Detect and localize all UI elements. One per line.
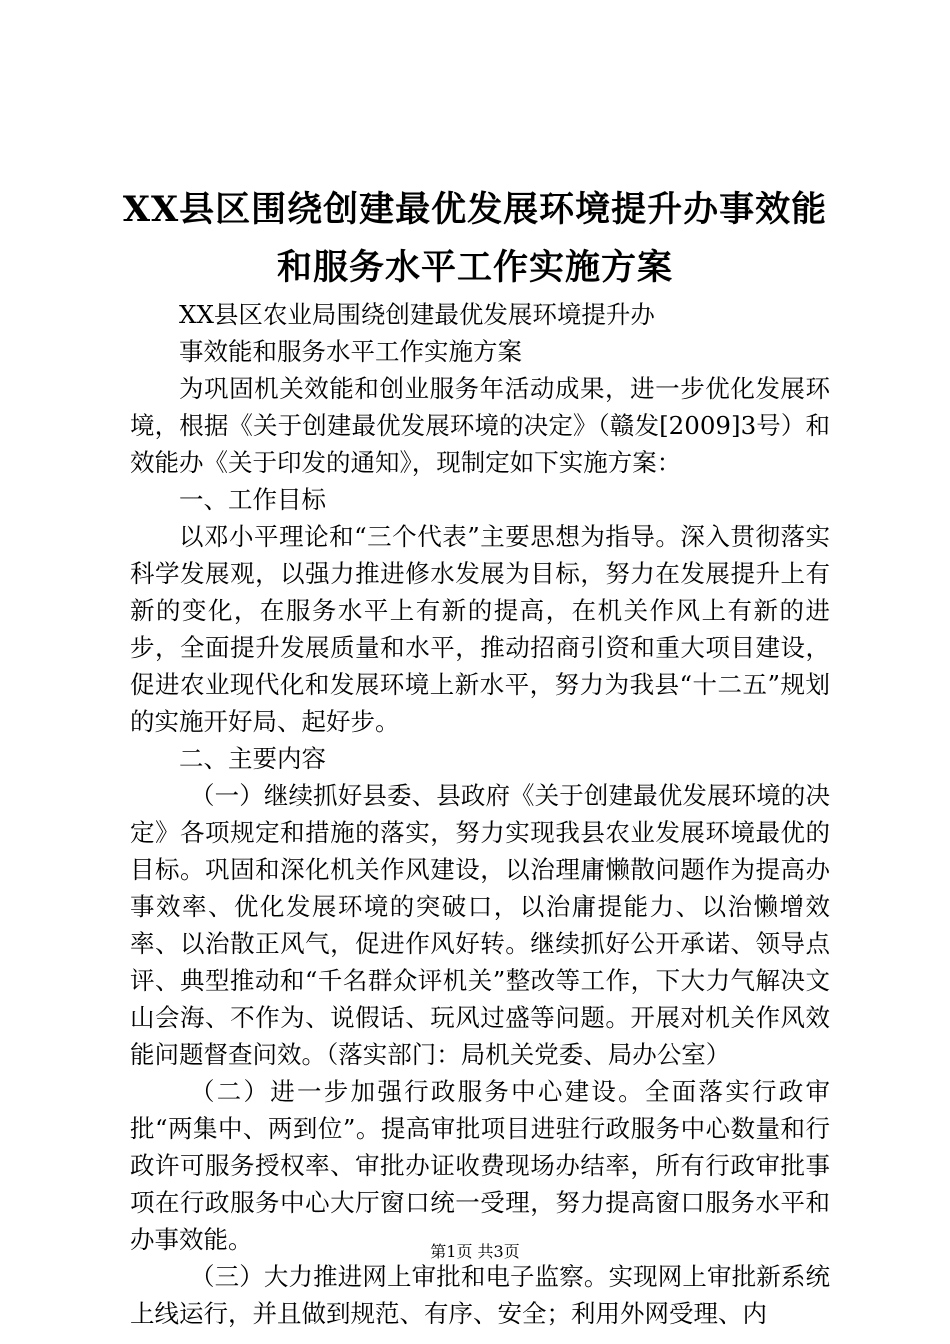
paragraph-goals: 以邓小平理论和“三个代表”主要思想为指导。深入贯彻落实科学发展观，以强力推进修水发展为目标，努力在发展提升上有新的变化，在服务水平上有新的提高，在机关作风上有新的进步，全面提升发展质量和水平，推动招商引资和重大项目建设，促进农业现代化和发展环境上新水平，努力为我县“十二五”规划的实施开好局、起好步。 [130, 522, 830, 736]
subtitle-line-1: XX县区农业局围绕创建最优发展环境提升办 [179, 300, 655, 329]
paragraph-item-3: （三）大力推进网上审批和电子监察。实现网上审批新系统上线运行，并且做到规范、有序、安全；利用外网受理、内 [130, 1262, 830, 1328]
page-footer: 第1页 共3页 [430, 1242, 520, 1261]
subtitle-line-2: 事效能和服务水平工作实施方案 [179, 337, 522, 366]
paragraph-intro: 为巩固机关效能和创业服务年活动成果，进一步优化发展环境，根据《关于创建最优发展环境的决定》（赣发[2009]3号）和效能办《关于印发的通知》，现制定如下实施方案： [130, 374, 830, 477]
document-title-line-2: 和服务水平工作实施方案 [276, 247, 673, 288]
document-body [130, 296, 830, 1332]
paragraph-item-1: （一）继续抓好县委、县政府《关于创建最优发展环境的决定》各项规定和措施的落实，努力实现我县农业发展环境最优的目标。巩固和深化机关作风建设，以治理庸懒散问题作为提高办事效率、优化发展环境的突破口，以治庸提能力、以治懒增效率、以治散正风气，促进作风好转。继续抓好公开承诺、领导点评、典型推动和“千名群众评机关”整改等工作，下大力气解决文山会海、不作为、说假话、玩风过盛等问题。开展对机关作风效能问题督查问效。（落实部门：局机关党委、局办公室） [130, 781, 830, 1069]
section-heading-goals: 一、工作目标 [179, 485, 326, 514]
section-heading-content: 二、主要内容 [179, 744, 326, 773]
paragraph-item-2: （二）进一步加强行政服务中心建设。全面落实行政审批“两集中、两到位”。提高审批项目进驻行政服务中心数量和行政许可服务授权率、审批办证收费现场办结率，所有行政审批事项在行政服务中心大厅窗口统一受理，努力提高窗口服务水平和办事效能。 [130, 1077, 830, 1254]
document-title-line-1: XX县区围绕创建最优发展环境提升办事效能 [122, 189, 828, 230]
